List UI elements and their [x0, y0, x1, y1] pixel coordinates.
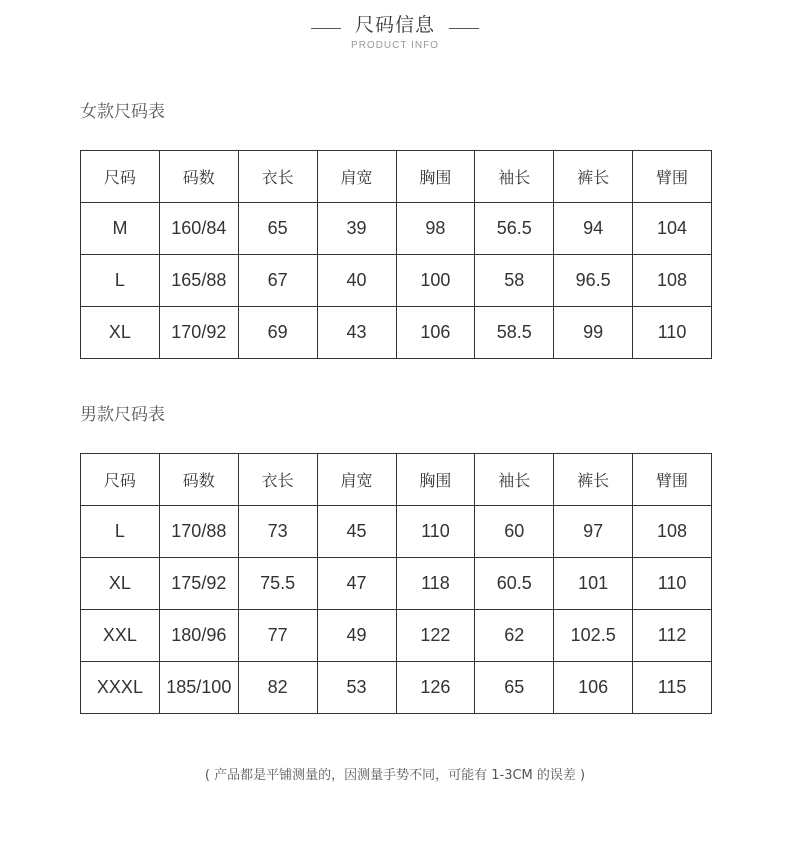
- table-cell: 112: [633, 610, 712, 662]
- men-size-table-title: 男款尺码表: [80, 405, 165, 425]
- table-cell: L: [81, 506, 160, 558]
- table-row: [81, 307, 712, 359]
- table-cell: 126: [396, 662, 475, 714]
- table-cell: 65: [238, 203, 317, 255]
- table-row: [81, 255, 712, 307]
- table-cell: 69: [238, 307, 317, 359]
- table-cell: 170/92: [159, 307, 238, 359]
- table-cell: 99: [554, 307, 633, 359]
- table-cell: 118: [396, 558, 475, 610]
- table-cell: 67: [238, 255, 317, 307]
- table-cell: 73: [238, 506, 317, 558]
- page-subtitle: PRODUCT INFO: [351, 40, 439, 51]
- table-cell: 53: [317, 662, 396, 714]
- table-row: [81, 662, 712, 714]
- table-cell: 106: [554, 662, 633, 714]
- table-cell: XL: [81, 558, 160, 610]
- table-cell: XXXL: [81, 662, 160, 714]
- page-header: [0, 12, 790, 51]
- table-cell: 97: [554, 506, 633, 558]
- column-header: 胸围: [396, 151, 475, 203]
- table-cell: 94: [554, 203, 633, 255]
- table-cell: 108: [633, 506, 712, 558]
- table-cell: 45: [317, 506, 396, 558]
- table-cell: 98: [396, 203, 475, 255]
- table-cell: 47: [317, 558, 396, 610]
- page-title: 尺码信息: [354, 14, 435, 36]
- table-cell: 185/100: [159, 662, 238, 714]
- column-header: 臂围: [633, 454, 712, 506]
- table-row: [81, 506, 712, 558]
- column-header: 码数: [159, 454, 238, 506]
- men-size-table: [80, 453, 712, 714]
- table-cell: 77: [238, 610, 317, 662]
- table-cell: 110: [396, 506, 475, 558]
- table-cell: 104: [633, 203, 712, 255]
- table-row: [81, 203, 712, 255]
- table-cell: 62: [475, 610, 554, 662]
- table-cell: 108: [633, 255, 712, 307]
- table-cell: 102.5: [554, 610, 633, 662]
- table-cell: XXL: [81, 610, 160, 662]
- table-cell: 58: [475, 255, 554, 307]
- measurement-note: ( 产品都是平铺测量的，因测量手势不同，可能有 1-3CM 的误差 ): [204, 768, 586, 783]
- table-cell: 110: [633, 307, 712, 359]
- table-cell: 49: [317, 610, 396, 662]
- table-row: [81, 558, 712, 610]
- table-cell: L: [81, 255, 160, 307]
- column-header: 袖长: [475, 151, 554, 203]
- table-cell: 60: [475, 506, 554, 558]
- table-cell: 82: [238, 662, 317, 714]
- table-cell: 180/96: [159, 610, 238, 662]
- table-header-row: [81, 454, 712, 506]
- table-cell: 160/84: [159, 203, 238, 255]
- table-cell: 170/88: [159, 506, 238, 558]
- header-right-line: [449, 28, 479, 29]
- table-cell: 175/92: [159, 558, 238, 610]
- table-cell: 75.5: [238, 558, 317, 610]
- column-header: 裤长: [554, 454, 633, 506]
- table-cell: 60.5: [475, 558, 554, 610]
- table-cell: 43: [317, 307, 396, 359]
- column-header: 码数: [159, 151, 238, 203]
- column-header: 尺码: [81, 454, 160, 506]
- column-header: 衣长: [238, 454, 317, 506]
- table-cell: 115: [633, 662, 712, 714]
- table-cell: 101: [554, 558, 633, 610]
- table-cell: 165/88: [159, 255, 238, 307]
- table-cell: 56.5: [475, 203, 554, 255]
- table-cell: 100: [396, 255, 475, 307]
- column-header: 肩宽: [317, 151, 396, 203]
- table-cell: 96.5: [554, 255, 633, 307]
- table-cell: M: [81, 203, 160, 255]
- table-cell: 110: [633, 558, 712, 610]
- column-header: 尺码: [81, 151, 160, 203]
- table-cell: 65: [475, 662, 554, 714]
- header-left-line: [311, 28, 341, 29]
- table-cell: 58.5: [475, 307, 554, 359]
- table-header-row: [81, 151, 712, 203]
- table-cell: 122: [396, 610, 475, 662]
- header-title-row: [0, 12, 790, 38]
- table-row: [81, 610, 712, 662]
- table-cell: XL: [81, 307, 160, 359]
- women-size-table-title: 女款尺码表: [80, 102, 165, 122]
- table-cell: 40: [317, 255, 396, 307]
- column-header: 肩宽: [317, 454, 396, 506]
- column-header: 袖长: [475, 454, 554, 506]
- column-header: 胸围: [396, 454, 475, 506]
- column-header: 衣长: [238, 151, 317, 203]
- column-header: 裤长: [554, 151, 633, 203]
- women-size-table: [80, 150, 712, 359]
- table-cell: 39: [317, 203, 396, 255]
- column-header: 臂围: [633, 151, 712, 203]
- table-cell: 106: [396, 307, 475, 359]
